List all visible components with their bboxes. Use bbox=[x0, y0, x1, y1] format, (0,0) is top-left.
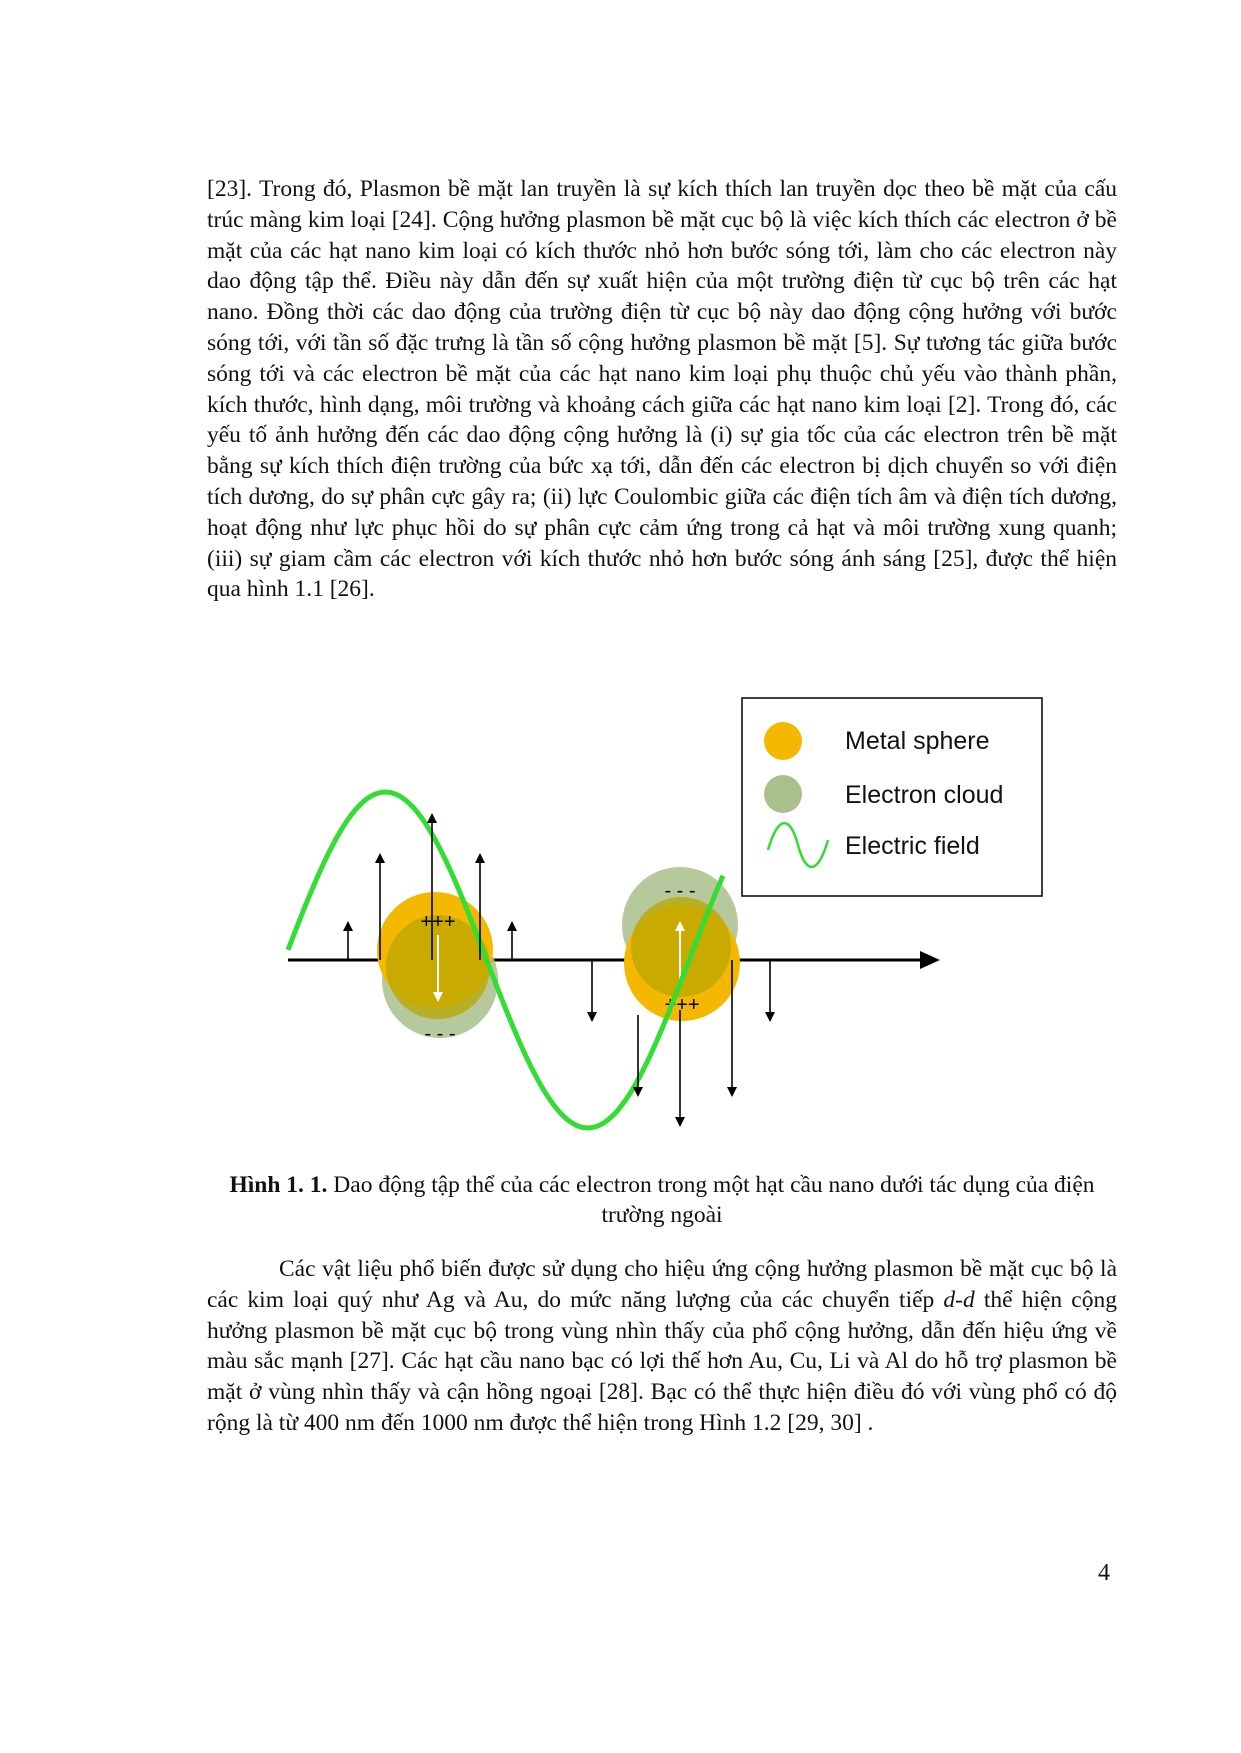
charge-left-bottom: - - - bbox=[424, 1023, 456, 1045]
body-paragraph-1: [23]. Trong đó, Plasmon bề mặt lan truyền là sự kích thích lan truyền dọc theo bề mặt của cấu trúc màng kim loại [24]. Cộng hưởng plasmon bề mặt cục bộ là việc kích thích các electron ở bề mặt của các hạt nano kim loại có kích thước nhỏ hơn bước sóng tới, làm cho các electron này dao động tập thể. Điều này dẫn đến sự xuất hiện của một trường điện từ cục bộ trên các hạt nano. Đồng thời các dao động của trường điện từ cục bộ này dao động cộng hưởng với bước sóng tới, với tần số đặc trưng là tần số cộng hưởng plasmon bề mặt [5]. Sự tương tác giữa bước sóng tới và các electron bề mặt của các hạt nano kim loại phụ thuộc chủ yếu vào thành phần, kích thước, hình dạng, môi trường và khoảng cách giữa các hạt nano kim loại [2]. Trong đó, các yếu tố ảnh hưởng đến các dao động cộng hưởng là (i) sự gia tốc của các electron trên bề mặt bằng sự kích thích điện trường của bức xạ tới, dẫn đến các electron bị dịch chuyển so với điện tích dương, do sự phân cực gây ra; (ii) lực Coulombic giữa các điện tích âm và điện tích dương, hoạt động như lực phục hồi do sự phân cực cảm ứng trong cả hạt và môi trường xung quanh; (iii) sự giam cầm các electron với kích thước nhỏ hơn bước sóng ánh sáng [25], được thể hiện qua hình 1.1 [26]. bbox=[207, 176, 1117, 603]
legend-cloud-label: Electron cloud bbox=[845, 781, 1004, 809]
body-paragraph-2: Các vật liệu phổ biến được sử dụng cho hiệu ứng cộng hưởng plasmon bề mặt cục bộ là các kim loại quý như Ag và Au, do mức năng lượng của các chuyển tiếp d-d thể hiện cộng hưởng plasmon bề mặt cục bộ trong vùng nhìn thấy của phổ cộng hưởng, dẫn đến hiệu ứng về màu sắc mạnh [27]. Các hạt cầu nano bạc có lợi thế hơn Au, Cu, Li và Al do hỗ trợ plasmon bề mặt ở vùng nhìn thấy và cận hồng ngoại [28]. Bạc có thể thực hiện điều đó với vùng phổ có độ rộng là từ 400 nm đến 1000 nm được thể hiện trong Hình 1.2 [29, 30] . bbox=[207, 1256, 1117, 1436]
caption-text: Dao động tập thể của các electron trong một hạt cầu nano dưới tác dụng của điện trường ngoài bbox=[327, 1172, 1095, 1228]
charge-right-top: - - - bbox=[664, 880, 696, 902]
axis-arrowhead bbox=[920, 951, 940, 969]
charge-left-top: +++ bbox=[420, 911, 456, 933]
legend-metal-swatch bbox=[764, 722, 802, 760]
legend-cloud-swatch bbox=[764, 775, 802, 813]
page-number: 4 bbox=[1098, 1560, 1110, 1586]
legend-field-label: Electric field bbox=[845, 832, 980, 860]
charge-right-bottom: +++ bbox=[664, 994, 700, 1016]
legend bbox=[742, 698, 1042, 896]
italic-dd: d-d bbox=[943, 1286, 975, 1313]
legend-metal-label: Metal sphere bbox=[845, 727, 990, 755]
figure-caption bbox=[207, 1170, 1117, 1230]
caption-label: Hình 1. 1. bbox=[229, 1172, 328, 1198]
figure-plasmon-oscillation bbox=[280, 695, 1060, 1165]
